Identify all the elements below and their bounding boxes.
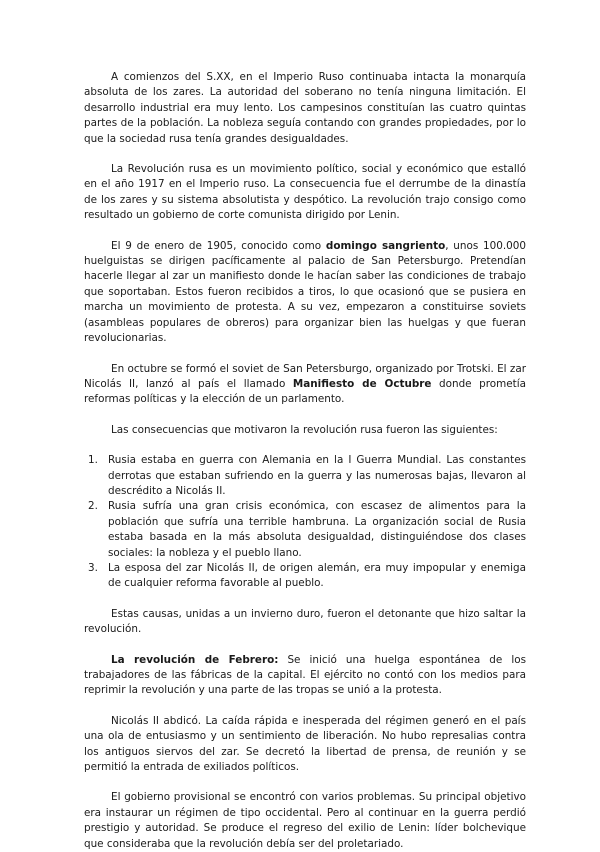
paragraph-consequences-intro: Las consecuencias que motivaron la revolución rusa fueron las siguientes:	[111, 423, 498, 436]
paragraph-provisional-government: El gobierno provisional se encontró con varios problemas. Su principal objetivo era instaurar un régimen de tipo occidental. Pero al continuar en la guerra perdió prestigio y autoridad. Se produce el regreso del exilio de Lenin: líder bolchevique que consideraba que la revolución debía ser del proletariado.	[84, 791, 526, 850]
list-item-text: Rusia estaba en guerra con Alemania en la I Guerra Mundial. Las constantes derrotas que estaban sufriendo en la guerra y las numerosas bajas, llevaron al descrédito a Nicolás II.	[108, 454, 526, 497]
document-page	[84, 70, 526, 852]
bloody-sunday-text-a: El 9 de enero de 1905, conocido como	[111, 239, 326, 252]
paragraph-february-revolution	[84, 653, 526, 699]
bloody-sunday-text-b: , unos 100.000 huelguistas se dirigen pacíficamente al palacio de San Petersburgo. Pretendían hacerle llegar al zar un manifiesto donde le hacían saber las condiciones de trabajo que soportaban. Estos fueron recibidos a tiros, lo que ocasionó que se pusiera en marcha un movimiento de protesta. A su vez, empezaron a constituirse soviets (asambleas populares de obreros) para organizar bien las huelgas y que fueran revolucionarias.	[84, 239, 526, 345]
paragraph-causes-summary: Estas causas, unidas a un invierno duro, fueron el detonante que hizo saltar la revolución.	[84, 607, 526, 636]
list-item-number: 3.	[88, 561, 98, 574]
list-item	[88, 453, 526, 499]
february-revolution-term: La revolución de Febrero:	[111, 653, 279, 666]
paragraph-revolution-definition: La Revolución rusa es un movimiento político, social y económico que estalló en el año 1917 en el Imperio ruso. La consecuencia fue el derrumbe de la dinastía de los zares y su sistema absolutista y despótico. La revolución trajo consigo como resultado un gobierno de corte comunista dirigido por Lenin.	[84, 163, 526, 222]
february-text: Se inició una huelga espontánea de los trabajadores de las fábricas de la capital. El ejército no contó con los medios para reprimir la revolución y una parte de las tropas se unió a la protesta.	[84, 653, 526, 697]
list-item-number: 1.	[88, 454, 98, 467]
list-item-number: 2.	[88, 500, 98, 513]
list-item-text: Rusia sufría una gran crisis económica, con escasez de alimentos para la población que sufría una terrible hambruna. La organización social de Rusia estaba basada en la más absoluta desigualdad, distinguiéndose dos clases sociales: la nobleza y el pueblo llano.	[108, 500, 526, 559]
list-item	[88, 499, 526, 561]
list-item-text: La esposa del zar Nicolás II, de origen alemán, era muy impopular y enemiga de cualquier reforma favorable al pueblo.	[108, 561, 526, 590]
october-text-b: donde prometía reformas políticas y la elección de un parlamento.	[84, 377, 526, 406]
consequences-list	[84, 453, 526, 592]
paragraph-abdication: Nicolás II abdicó. La caída rápida e inesperada del régimen generó en el país una ola de entusiasmo y un sentimiento de liberación. No hubo represalias contra los antiguos siervos del zar. Se decretó la libertad de prensa, de reunión y se permitió la entrada de exiliados políticos.	[84, 714, 526, 774]
october-manifesto-term: Manifiesto de Octubre	[292, 377, 432, 390]
paragraph-intro: A comienzos del S.XX, en el Imperio Ruso continuaba intacta la monarquía absoluta de los zares. La autoridad del soberano no tenía ninguna limitación. El desarrollo industrial era muy lento. Los campesinos constituían las cuatro quintas partes de la población. La nobleza seguía contando con grandes propiedades, por lo que la sociedad rusa tenía grandes desigualdades.	[84, 71, 526, 145]
list-item	[88, 561, 526, 592]
october-text-a: En octubre se formó el soviet de San Petersburgo, organizado por Trotski. El zar Nicolás II, lanzó al país el llamado	[84, 362, 526, 390]
paragraph-october-manifesto	[84, 362, 526, 408]
bloody-sunday-term: domingo sangriento	[325, 239, 446, 252]
paragraph-bloody-sunday	[84, 239, 526, 347]
